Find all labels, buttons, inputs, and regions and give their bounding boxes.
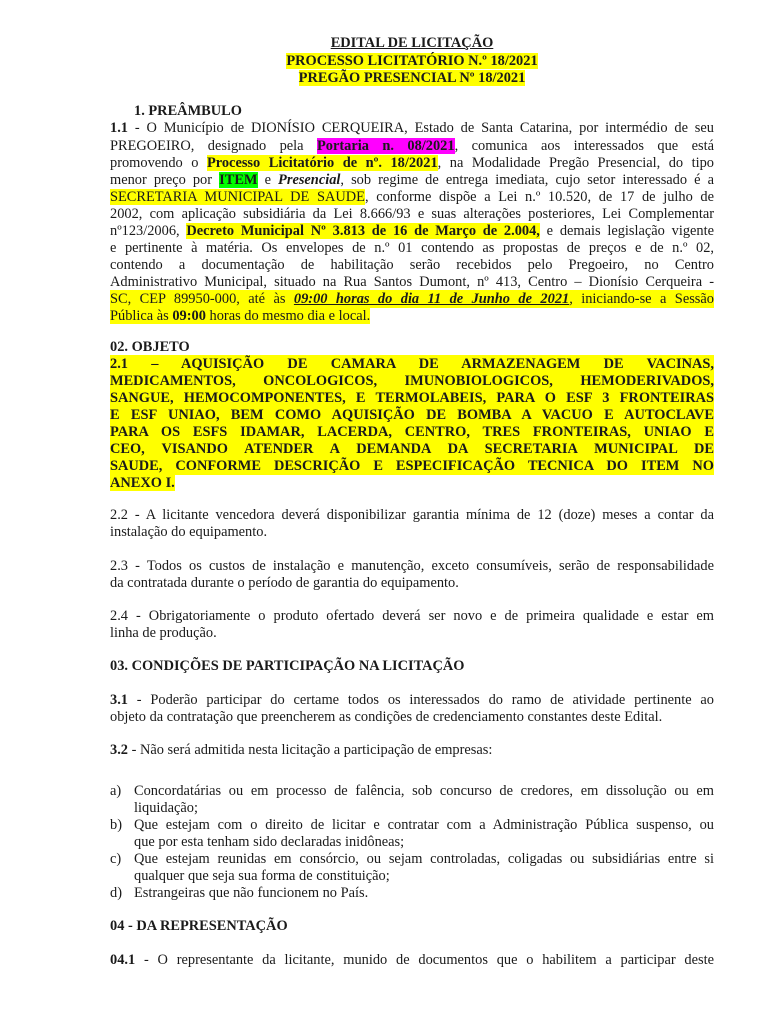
- objeto-line: 2.1 – AQUISIÇÃO DE CAMARA DE ARMAZENAGEM DE VACINAS,: [110, 356, 714, 372]
- list-label: c): [110, 851, 122, 867]
- list-label: d): [110, 885, 122, 901]
- section-heading-objeto: 02. OBJETO: [110, 339, 190, 355]
- preambulo-line: PREGOEIRO, designado pela Portaria n. 08/2021, comunica aos interessados que está: [110, 138, 714, 154]
- preambulo-line: SC, CEP 89950-000, até às 09:00 horas do dia 11 de Junho de 2021, iniciando-se a Sessão: [110, 291, 714, 307]
- objeto-line: ANEXO I.: [110, 475, 175, 491]
- paragraph-2-2: instalação do equipamento.: [110, 524, 268, 540]
- list-label: b): [110, 817, 122, 833]
- objeto-line: PARA OS ESFS IDAMAR, LACERDA, CENTRO, TRES FRONTEIRAS, UNIAO E: [110, 424, 714, 440]
- document-title: EDITAL DE LICITAÇÃO: [330, 35, 494, 51]
- decreto-highlight: Decreto Municipal Nº 3.813 de 16 de Março de 2.004,: [186, 223, 540, 239]
- secretaria-highlight: SECRETARIA MUNICIPAL DE SAUDE: [110, 189, 365, 205]
- preambulo-line: contendo a documentação de habilitação serão recebidos pelo Pregoeiro, no Centro: [110, 257, 714, 273]
- paragraph-2-4: linha de produção.: [110, 625, 217, 641]
- list-label: a): [110, 783, 122, 799]
- item-highlight: ITEM: [219, 172, 258, 188]
- paragraph-3-2: 3.2 - Não será admitida nesta licitação a participação de empresas:: [110, 742, 493, 758]
- paragraph-4-1: 04.1 - O representante da licitante, munido de documentos que o habilitem a participar deste: [110, 952, 714, 968]
- list-item: Concordatárias ou em processo de falência, sob concurso de credores, em dissolução ou em: [134, 783, 714, 799]
- paragraph-2-3: 2.3 - Todos os custos de instalação e manutenção, exceto consumíveis, serão de responsabilidade: [110, 558, 714, 574]
- list-item: Estrangeiras que não funcionem no País.: [134, 885, 369, 901]
- preambulo-line: 2002, com aplicação subsidiária da Lei 8.666/93 e suas alterações posteriores, Lei Complementar: [110, 206, 714, 222]
- section-heading-preambulo: 1. PREÂMBULO: [134, 103, 242, 119]
- objeto-line: E ESF UNIAO, BEM COMO AQUISIÇÃO DE BOMBA A VACUO E AUTOCLAVE: [110, 407, 714, 423]
- preambulo-line: Pública às 09:00 horas do mesmo dia e local.: [110, 308, 371, 324]
- list-item: Que estejam com o direito de licitar e contratar com a Administração Pública suspenso, ou: [134, 817, 714, 833]
- pregao-number: PREGÃO PRESENCIAL Nº 18/2021: [298, 70, 526, 86]
- paragraph-2-3: da contratada durante o período de garantia do equipamento.: [110, 575, 459, 591]
- objeto-line: SANGUE, HEMOCOMPONENTES, E TERMOLABEIS, PARA O ESF 3 FRONTEIRAS: [110, 390, 714, 406]
- preambulo-line: menor preço por ITEM e Presencial, sob regime de entrega imediata, cujo setor interessado é a: [110, 172, 714, 188]
- objeto-line: MEDICAMENTOS, ONCOLOGICOS, IMUNOBIOLOGICOS, HEMODERIVADOS,: [110, 373, 714, 389]
- paragraph-3-1: 3.1 - Poderão participar do certame todos os interessados do ramo de atividade pertinente ao: [110, 692, 714, 708]
- list-item: Que estejam reunidas em consórcio, ou sejam controladas, coligadas ou subsidiárias entre si: [134, 851, 714, 867]
- section-heading-representacao: 04 - DA REPRESENTAÇÃO: [110, 918, 288, 934]
- paragraph-2-4: 2.4 - Obrigatoriamente o produto ofertado deverá ser novo e de primeira qualidade e estar em: [110, 608, 714, 624]
- preambulo-line: e pertinente à matéria. Os envelopes de n.º 01 contendo as propostas de preços e de n.º 02,: [110, 240, 714, 256]
- processo-number: PROCESSO LICITATÓRIO N.º 18/2021: [286, 53, 538, 69]
- processo-highlight: Processo Licitatório de nº. 18/2021: [206, 155, 438, 171]
- list-item: qualquer que seja sua forma de constituição;: [134, 868, 390, 884]
- preambulo-line: nº123/2006, Decreto Municipal Nº 3.813 de 16 de Março de 2.004, e demais legislação vigente: [110, 223, 714, 239]
- portaria-highlight: Portaria n. 08/2021: [316, 138, 455, 154]
- list-item: liquidação;: [134, 800, 198, 816]
- section-heading-condicoes: 03. CONDIÇÕES DE PARTICIPAÇÃO NA LICITAÇÃO: [110, 658, 465, 674]
- preambulo-line: promovendo o Processo Licitatório de nº. 18/2021, na Modalidade Pregão Presencial, do tipo: [110, 155, 715, 171]
- list-item: que por esta tenham sido declaradas inidôneas;: [134, 834, 405, 850]
- preambulo-line: 1.1 - O Município de DIONÍSIO CERQUEIRA, Estado de Santa Catarina, por intermédio de seu: [110, 120, 714, 136]
- objeto-line: SAUDE, CONFORME DESCRIÇÃO E ESPECIFICAÇÃO TECNICA DO ITEM NO: [110, 458, 714, 474]
- paragraph-3-1: objeto da contratação que preencherem as condições de credenciamento constantes deste Edital.: [110, 709, 663, 725]
- paragraph-2-2: 2.2 - A licitante vencedora deverá disponibilizar garantia mínima de 12 (doze) meses a contar da: [110, 507, 714, 523]
- preambulo-line: SECRETARIA MUNICIPAL DE SAUDE, conforme dispõe a Lei n.º 10.520, de 17 de julho de: [110, 189, 715, 205]
- objeto-line: CEO, VISANDO ATENDER A DEMANDA DA SECRETARIA MUNICIPAL DE: [110, 441, 714, 457]
- preambulo-line: Administrativo Municipal, situado na Rua Santos Dumont, nº 413, Centro – Dionísio Cerqueira -: [110, 274, 714, 290]
- session-datetime: 09:00 horas do dia 11 de Junho de 2021: [293, 291, 570, 307]
